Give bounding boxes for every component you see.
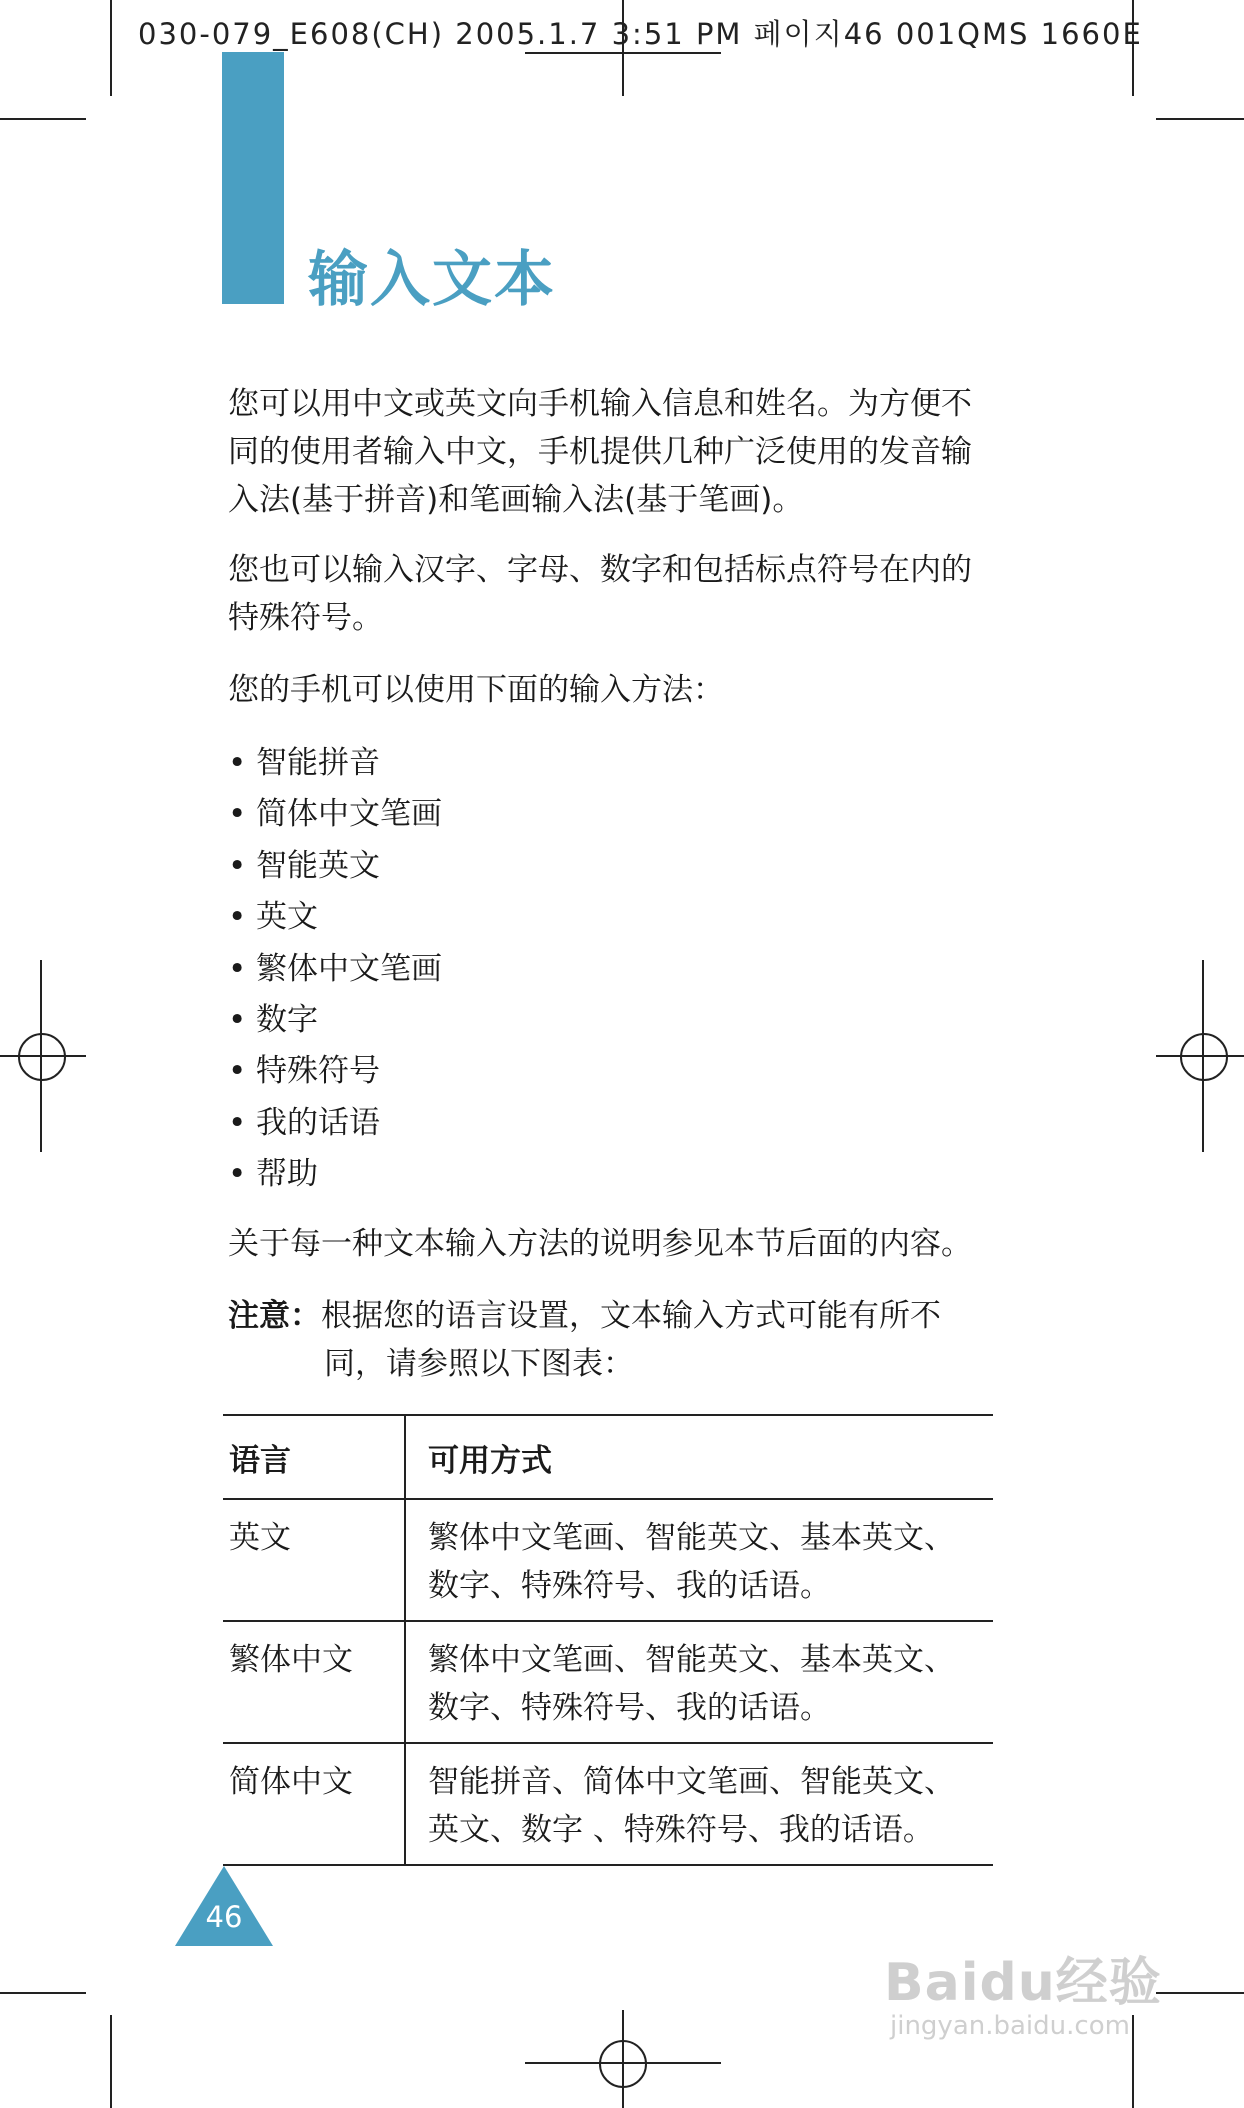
table-row bbox=[223, 1621, 993, 1743]
special-chars-paragraph: 您也可以输入汉字、字母、数字和包括标点符号在内的特殊符号。 bbox=[228, 552, 972, 636]
watermark-url: jingyan.baidu.com bbox=[890, 2011, 1130, 2041]
note-text-continued: 同，请参照以下图表： bbox=[324, 1346, 634, 1382]
list-item: • 特殊符号 bbox=[228, 1053, 380, 1090]
title-accent-bar bbox=[222, 52, 284, 304]
watermark-logo: Baidu经验 bbox=[884, 1953, 1162, 2013]
note-text: 根据您的语言设置，文本输入方式可能有所不 bbox=[321, 1298, 941, 1334]
page-title: 输入文本 bbox=[308, 245, 556, 315]
list-item: • 数字 bbox=[228, 1001, 318, 1038]
print-slug: 030-079_E608(CH) 2005.1.7 3:51 PM 페이지46 001QMS 1660E bbox=[138, 17, 1143, 51]
header-language: 语言 bbox=[229, 1443, 291, 1479]
list-item: • 简体中文笔画 bbox=[228, 796, 442, 833]
table-row bbox=[223, 1499, 993, 1621]
list-item: • 帮助 bbox=[228, 1156, 318, 1193]
list-item: • 英文 bbox=[228, 899, 318, 936]
list-item: • 我的话语 bbox=[228, 1104, 380, 1141]
input-method-list bbox=[228, 738, 442, 1201]
list-item: • 智能拼音 bbox=[228, 745, 380, 781]
note-label: 注意： bbox=[228, 1298, 321, 1334]
list-item: • 繁体中文笔画 bbox=[228, 950, 442, 987]
table-row bbox=[223, 1743, 993, 1865]
note bbox=[228, 1292, 988, 1388]
language-cell: 英文 bbox=[229, 1520, 291, 1556]
language-table bbox=[223, 1414, 993, 1866]
header-methods: 可用方式 bbox=[405, 1415, 993, 1499]
intro-paragraph: 您可以用中文或英文向手机输入信息和姓名。为方便不同的使用者输入中文，手机提供几种广泛使用的发音输入法(基于拼音)和笔画输入法(基于笔画)。 bbox=[228, 386, 972, 518]
methods-intro: 您的手机可以使用下面的输入方法： bbox=[228, 672, 724, 708]
methods-cell: 繁体中文笔画、智能英文、基本英文、 数字、特殊符号、我的话语。 bbox=[405, 1621, 993, 1743]
table-header-row bbox=[223, 1415, 993, 1499]
methods-cell: 智能拼音、简体中文笔画、智能英文、 英文、数字 、特殊符号、我的话语。 bbox=[405, 1743, 993, 1865]
baidu-watermark bbox=[884, 1940, 1162, 2041]
language-cell: 繁体中文 bbox=[229, 1642, 353, 1678]
list-item: • 智能英文 bbox=[228, 847, 380, 884]
after-list-text: 关于每一种文本输入方法的说明参见本节后面的内容。 bbox=[228, 1226, 972, 1262]
methods-cell: 繁体中文笔画、智能英文、基本英文、 数字、特殊符号、我的话语。 bbox=[405, 1499, 993, 1621]
language-cell: 简体中文 bbox=[229, 1764, 353, 1800]
page-number: 46 bbox=[205, 1900, 243, 1934]
